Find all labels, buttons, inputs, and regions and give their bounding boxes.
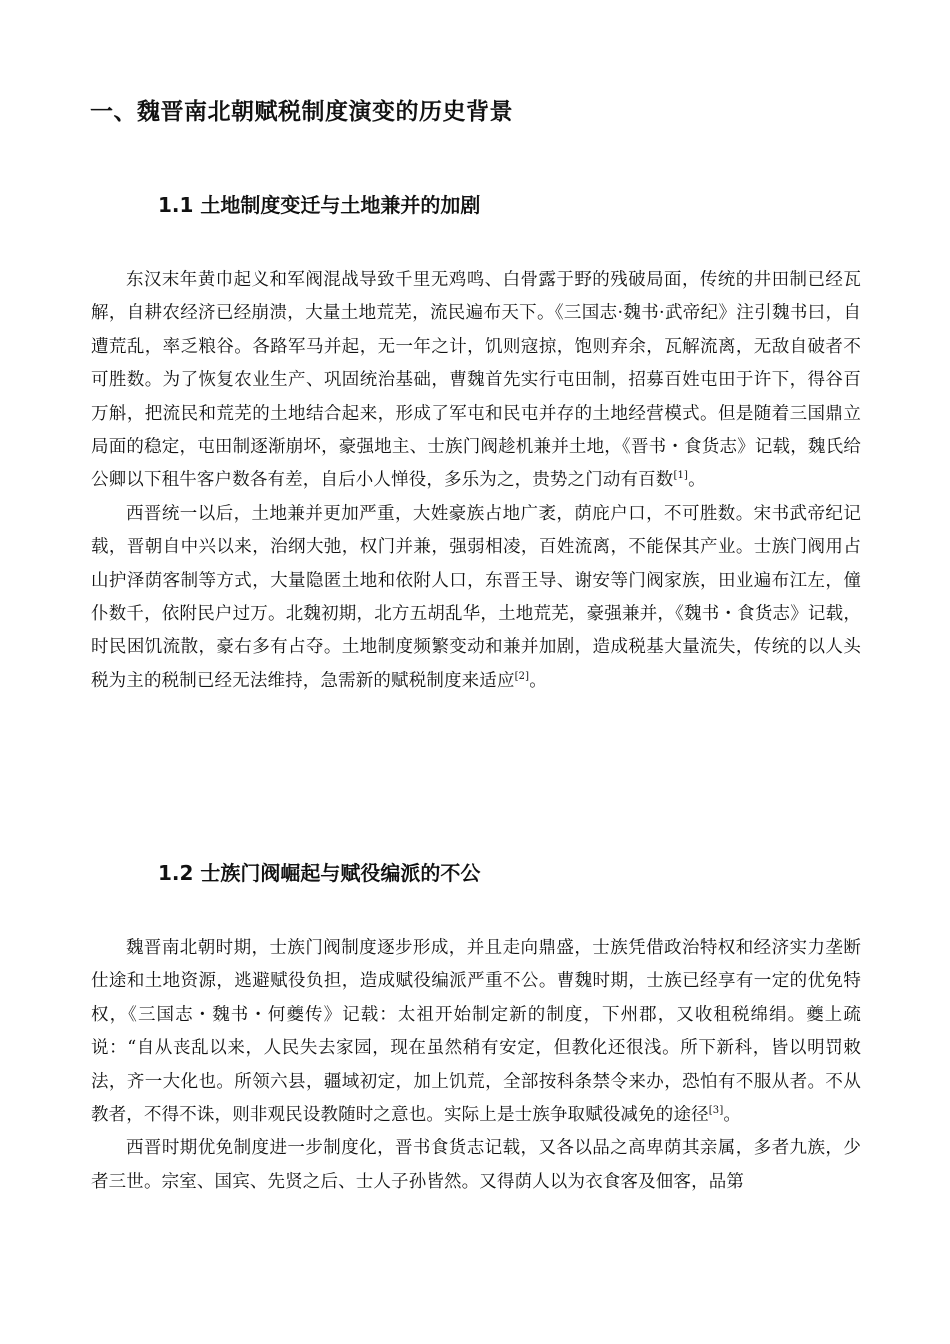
citation-ref: [1] bbox=[673, 470, 689, 482]
paragraph-text: 西晋时期优免制度进一步制度化，晋书食货志记载，又各以品之高卑荫其亲属，多者九族，少者三世。宗室、国宾、先贤之后、士人子孙皆然。又得荫人以为衣食客及佃客，品第 bbox=[91, 1138, 861, 1192]
section-1-1-body bbox=[91, 264, 861, 698]
paragraph bbox=[91, 1132, 861, 1199]
paragraph-end: 。 bbox=[723, 1105, 742, 1126]
paragraph-text: 西晋统一以后，土地兼并更加严重，大姓豪族占地广袤，荫庇户口，不可胜数。宋书武帝纪记载，晋朝自中兴以来，治纲大弛，权门并兼，强弱相凌，百姓流离，不能保其产业。士族门阀用占山护泽荫客制等方式，大量隐匿土地和依附人口，东晋王导、谢安等门阀家族，田业遍布江左，僮仆数千，依附民户过万。北魏初期，北方五胡乱华，土地荒芜，豪强兼并，《魏书・食货志》记载，时民困饥流散，豪右多有占夺。土地制度频繁变动和兼并加剧，造成税基大量流失，传统的以人头税为主的税制已经无法维持，急需新的赋税制度来适应 bbox=[91, 503, 861, 691]
chapter-heading: 一、魏晋南北朝赋税制度演变的历史背景 bbox=[90, 99, 513, 125]
paragraph bbox=[91, 932, 861, 1132]
section-1-2-body bbox=[91, 932, 861, 1199]
paragraph-end: 。 bbox=[529, 670, 547, 691]
paragraph-text: 魏晋南北朝时期，士族门阀制度逐步形成，并且走向鼎盛，士族凭借政治特权和经济实力垄断仕途和土地资源，逃避赋役负担，造成赋役编派严重不公。曹魏时期，士族已经享有一定的优免特权，《三国志・魏书・何夔传》记载：太祖开始制定新的制度，下州郡，又收租税绵绢。夔上疏说：“自从丧乱以来，人民失去家园，现在虽然稍有安定，但教化还很浅。所下新科，皆以明罚敕法，齐一大化也。所领六县，疆域初定，加上饥荒，全部按科条禁令来办，恐怕有不服从者。不从教者，不得不诛，则非观民设教随时之意也。实际上是士族争取赋役减免的途径 bbox=[91, 938, 861, 1126]
section-heading-1-1: 1.1 土地制度变迁与土地兼并的加剧 bbox=[158, 193, 481, 217]
section-heading-1-2: 1.2 士族门阀崛起与赋役编派的不公 bbox=[158, 861, 481, 885]
paragraph bbox=[91, 498, 861, 698]
citation-ref: [3] bbox=[708, 1105, 724, 1117]
citation-ref: [2] bbox=[514, 671, 530, 683]
paragraph bbox=[91, 264, 861, 498]
paragraph-end: 。 bbox=[688, 470, 706, 491]
paragraph-text: 东汉末年黄巾起义和军阀混战导致千里无鸡鸣、白骨露于野的残破局面，传统的井田制已经瓦解，自耕农经济已经崩溃，大量土地荒芜，流民遍布天下。《三国志·魏书·武帝纪》注引魏书曰，自遭荒乱，率乏粮谷。各路军马并起，无一年之计，饥则寇掠，饱则弃余，瓦解流离，无敌自破者不可胜数。为了恢复农业生产、巩固统治基础，曹魏首先实行屯田制，招募百姓屯田于许下，得谷百万斛，把流民和荒芜的土地结合起来，形成了军屯和民屯并存的土地经营模式。但是随着三国鼎立局面的稳定，屯田制逐渐崩坏，豪强地主、士族门阀趁机兼并土地，《晋书・食货志》记载，魏氏给公卿以下租牛客户数各有差，自后小人惮役，多乐为之，贵势之门动有百数 bbox=[91, 270, 861, 491]
